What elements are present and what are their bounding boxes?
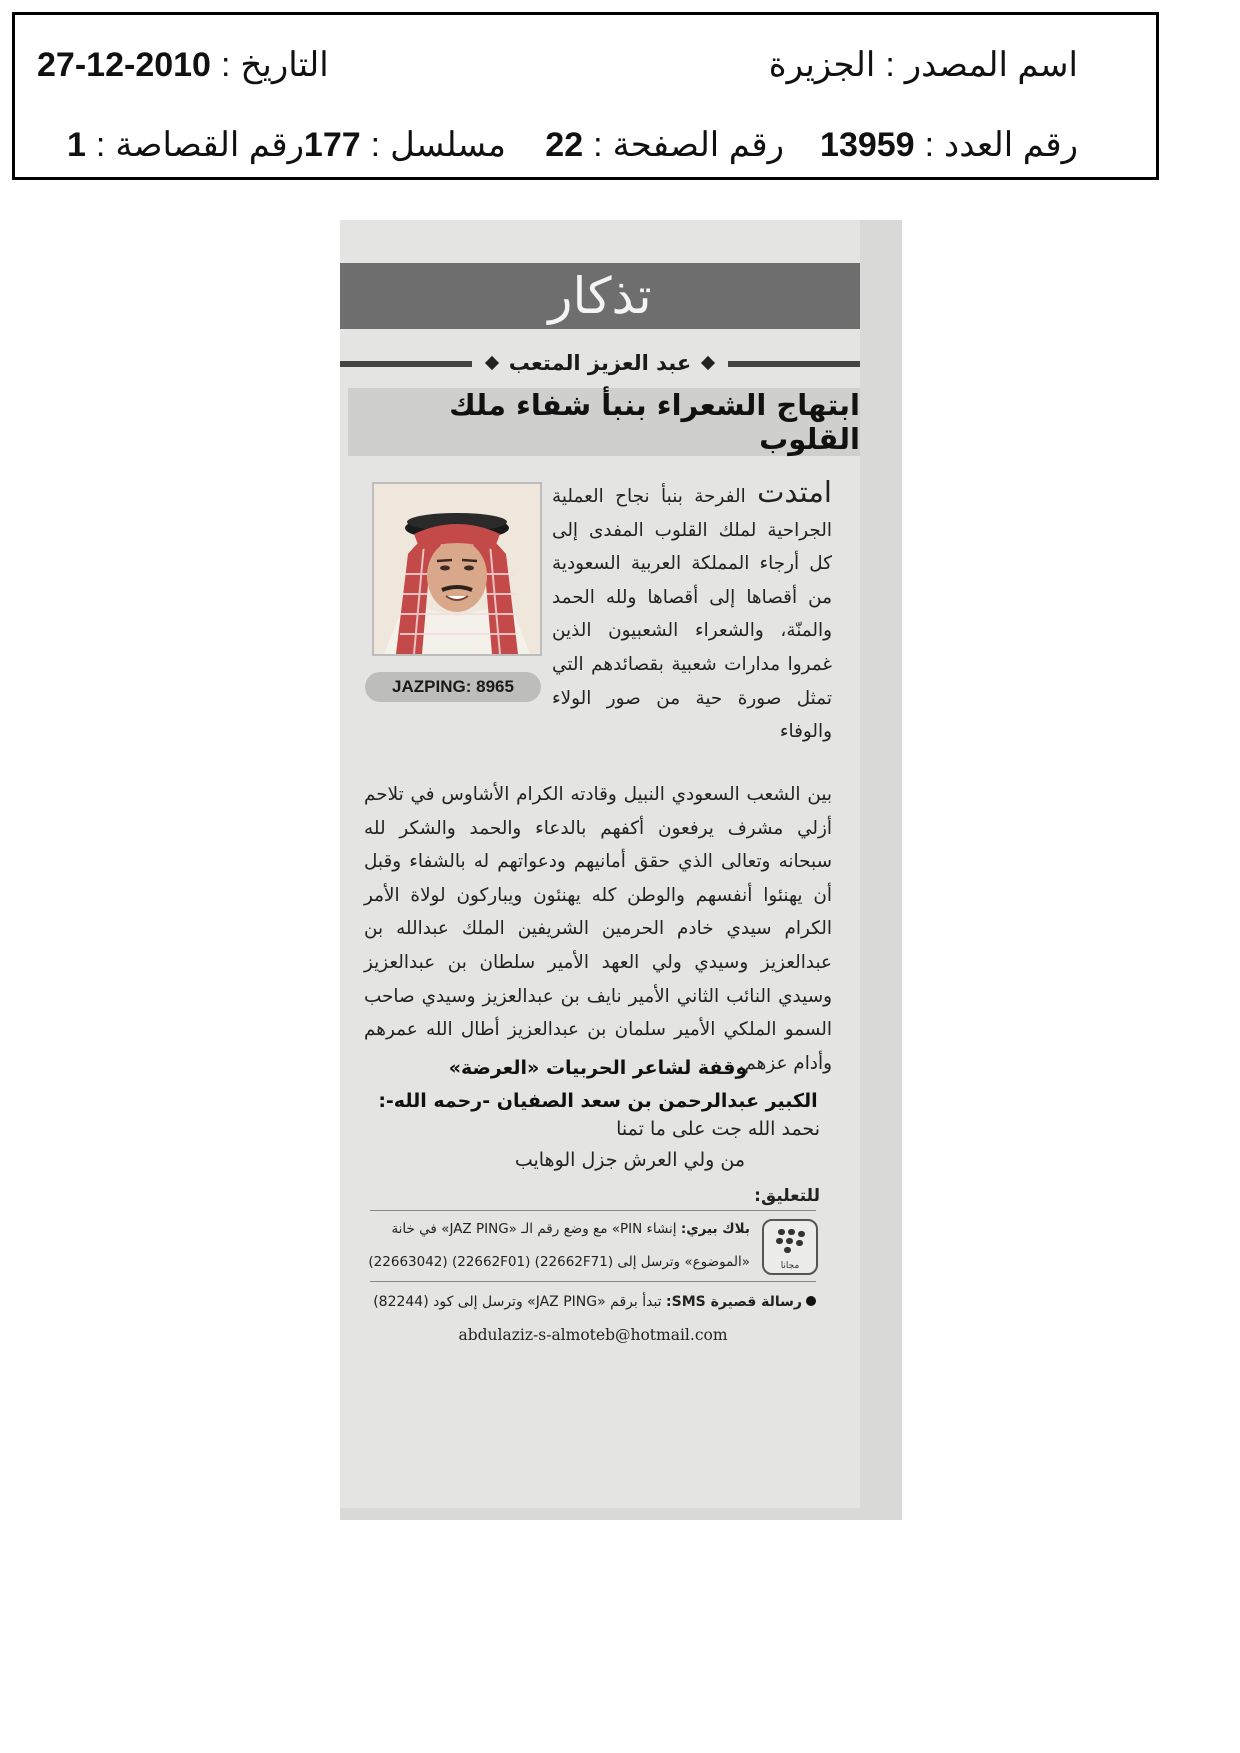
metadata-row-2 <box>15 123 1156 173</box>
contact-label: للتعليق: <box>754 1186 820 1206</box>
blackberry-logo <box>774 1229 808 1255</box>
page-value: 22 <box>545 126 584 164</box>
date-field: التاريخ:2010-12-27 <box>37 46 329 84</box>
bullet-icon <box>806 1296 816 1306</box>
source-label: اسم المصدر <box>904 46 1078 84</box>
free-caption: مجانا <box>780 1261 800 1271</box>
sms-instructions <box>370 1288 816 1316</box>
date-value: 2010-12-27 <box>37 46 211 84</box>
page-field: رقم الصفحة:22 <box>545 126 784 164</box>
metadata-row-1 <box>15 43 1156 93</box>
byline-rule-right <box>728 361 860 367</box>
headline-box <box>348 388 860 456</box>
contact-box <box>370 1210 816 1282</box>
clipping-column <box>340 220 860 1508</box>
blackberry-line-1: إنشاء PIN» مع وضع رقم الـ «JAZ PING» في خانة <box>391 1221 677 1237</box>
article-lead-paragraph <box>552 475 832 749</box>
article-body-paragraph: بين الشعب السعودي النبيل وقادته الكرام الأشاوس في تلاحم أزلي مشرف يرفعون أكفهم بالدعاء والحمد والشكر لله سبحانه وتعالى الذي حقق أمانيهم ودعواتهم له بالشفاء وقبل أن يهنئوا أنفسهم والوطن كله يهنئون ويباركون لولاة الأمر الكرام سيدي خادم الحرمين الشريفين الملك عبدالله بن عبدالعزيز وسيدي ولي العهد الأمير سلطان بن عبدالعزيز وسيدي النائب الثاني الأمير نايف بن عبدالعزيز وسيدي صاحب السمو الملكي الأمير سلمان بن عبدالعزيز أطال الله عمرهم وأدام عزهم. <box>364 784 832 1074</box>
serial-value: 177 <box>303 126 361 164</box>
column-title: تذكار <box>548 267 652 325</box>
issue-label: رقم العدد <box>944 126 1078 164</box>
serial-label: مسلسل <box>390 126 506 164</box>
poem-verse-2: من ولي العرش جزل الوهايب <box>514 1149 745 1171</box>
blackberry-icon <box>762 1219 818 1275</box>
blackberry-label: بلاك بيري: <box>680 1221 750 1237</box>
lead-text: الفرحة بنبأ نجاح العملية الجراحية لملك القلوب المفدى إلى كل أرجاء المملكة العربية السعودية من أقصاها إلى أقصاها ولله الحمد والمنّة، والشعراء الشعبيون الذين غمروا مدارات شعبية بقصائدهم التي تمثل صورة حية من صور الولاء والوفاء <box>552 486 832 743</box>
issue-field: رقم العدد:13959 <box>820 126 1078 164</box>
clip-number-label: رقم القصاصة <box>115 126 305 164</box>
portrait-illustration <box>374 484 540 654</box>
lead-first-word: امتدت <box>757 475 832 509</box>
article-headline: ابتهاج الشعراء بنبأ شفاء ملك القلوب <box>449 388 860 456</box>
column-banner <box>340 263 860 329</box>
author-name: عبد العزيز المتعب <box>508 351 692 375</box>
issue-value: 13959 <box>820 126 915 164</box>
clipping-metadata-box <box>12 12 1159 180</box>
clip-number-value: 1 <box>67 126 86 164</box>
byline <box>340 344 860 382</box>
page-label: رقم الصفحة <box>612 126 784 164</box>
jazping-badge: JAZPING: 8965 <box>365 672 541 702</box>
sms-label: رسالة قصيرة SMS: <box>666 1294 802 1310</box>
blackberry-instructions <box>370 1213 750 1279</box>
poem-intro-line-2: الكبير عبدالرحمن بن سعد الصفيان -رحمه الله-: <box>378 1090 818 1112</box>
newspaper-clipping <box>340 220 902 1520</box>
clip-number-field: رقم القصاصة:1 <box>67 126 305 164</box>
poem-verse-1: نحمد الله جت على ما تمنا <box>616 1118 820 1140</box>
author-portrait <box>372 482 542 656</box>
byline-rule-left <box>340 361 472 367</box>
poem-intro-line-1: وقفة لشاعر الحربيات «العرضة» <box>448 1057 748 1079</box>
source-field: اسم المصدر:الجزيرة <box>768 46 1078 84</box>
blackberry-line-2: «الموضوع» وترسل إلى (22662F71) (22662F01) (22663042) <box>368 1254 750 1270</box>
serial-field: مسلسل:177 <box>303 126 506 164</box>
author-email: abdulaziz-s-almoteb@hotmail.com <box>458 1326 728 1344</box>
source-value: الجزيرة <box>768 46 876 84</box>
sms-text: تبدأ برقم «JAZ PING» وترسل إلى كود (82244) <box>373 1294 662 1310</box>
date-label: التاريخ <box>240 46 329 84</box>
poem-introduction <box>364 1052 832 1118</box>
